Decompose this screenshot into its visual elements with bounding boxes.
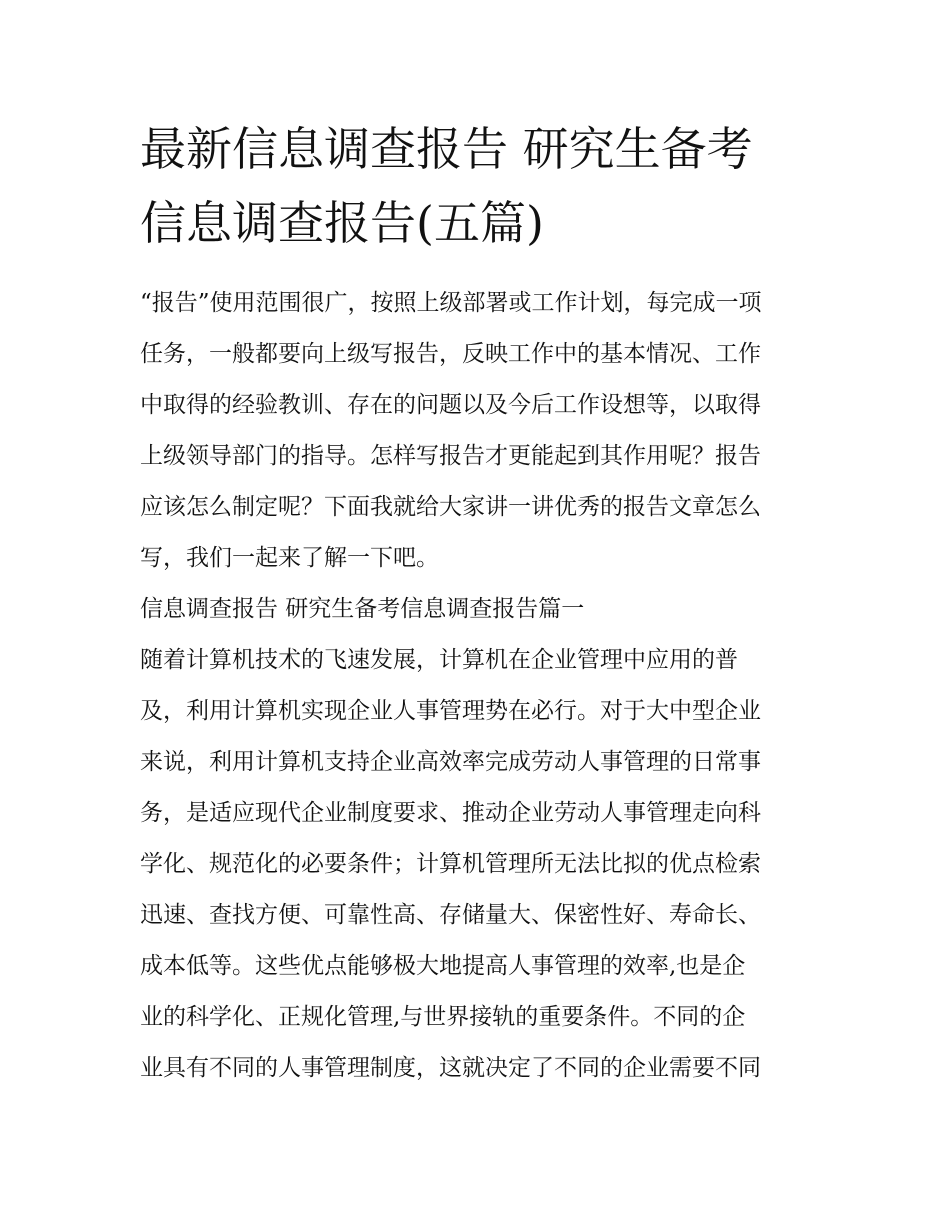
section-heading: 信息调查报告 研究生备考信息调查报告篇一 (140, 596, 585, 622)
document-body (140, 278, 830, 1094)
intro-paragraph-line: 写，我们一起来了解一下吧。 (140, 545, 439, 571)
intro-paragraph-line: “报告”使用范围很广，按照上级部署或工作计划，每完成一项 (140, 290, 762, 316)
section-paragraph-line: 迅速、查找方便、可靠性高、存储量大、保密性好、寿命长、 (140, 902, 761, 928)
section-paragraph-line: 业的科学化、正规化管理,与世界接轨的重要条件。不同的企 (140, 1004, 746, 1030)
section-paragraph-line: 学化、规范化的必要条件；计算机管理所无法比拟的优点检索 (140, 851, 761, 877)
document-title (140, 112, 820, 260)
section-paragraph-line: 业具有不同的人事管理制度，这就决定了不同的企业需要不同 (140, 1055, 761, 1081)
section-paragraph-line: 随着计算机技术的飞速发展，计算机在企业管理中应用的普 (140, 647, 738, 673)
intro-paragraph-line: 应该怎么制定呢？下面我就给大家讲一讲优秀的报告文章怎么 (140, 494, 761, 520)
section-paragraph-line: 成本低等。这些优点能够极大地提高人事管理的效率,也是企 (140, 953, 746, 979)
title-line: 信息调查报告(五篇) (140, 196, 544, 250)
intro-paragraph-line: 上级领导部门的指导。怎样写报告才更能起到其作用呢？报告 (140, 443, 761, 469)
intro-paragraph-line: 任务，一般都要向上级写报告，反映工作中的基本情况、工作 (140, 341, 761, 367)
title-line: 最新信息调查报告 研究生备考 (140, 122, 753, 176)
section-paragraph-line: 务，是适应现代企业制度要求、推动企业劳动人事管理走向科 (140, 800, 761, 826)
section-paragraph-line: 及，利用计算机实现企业人事管理势在必行。对于大中型企业 (140, 698, 761, 724)
intro-paragraph-line: 中取得的经验教训、存在的问题以及今后工作设想等，以取得 (140, 392, 761, 418)
section-paragraph-line: 来说，利用计算机支持企业高效率完成劳动人事管理的日常事 (140, 749, 761, 775)
